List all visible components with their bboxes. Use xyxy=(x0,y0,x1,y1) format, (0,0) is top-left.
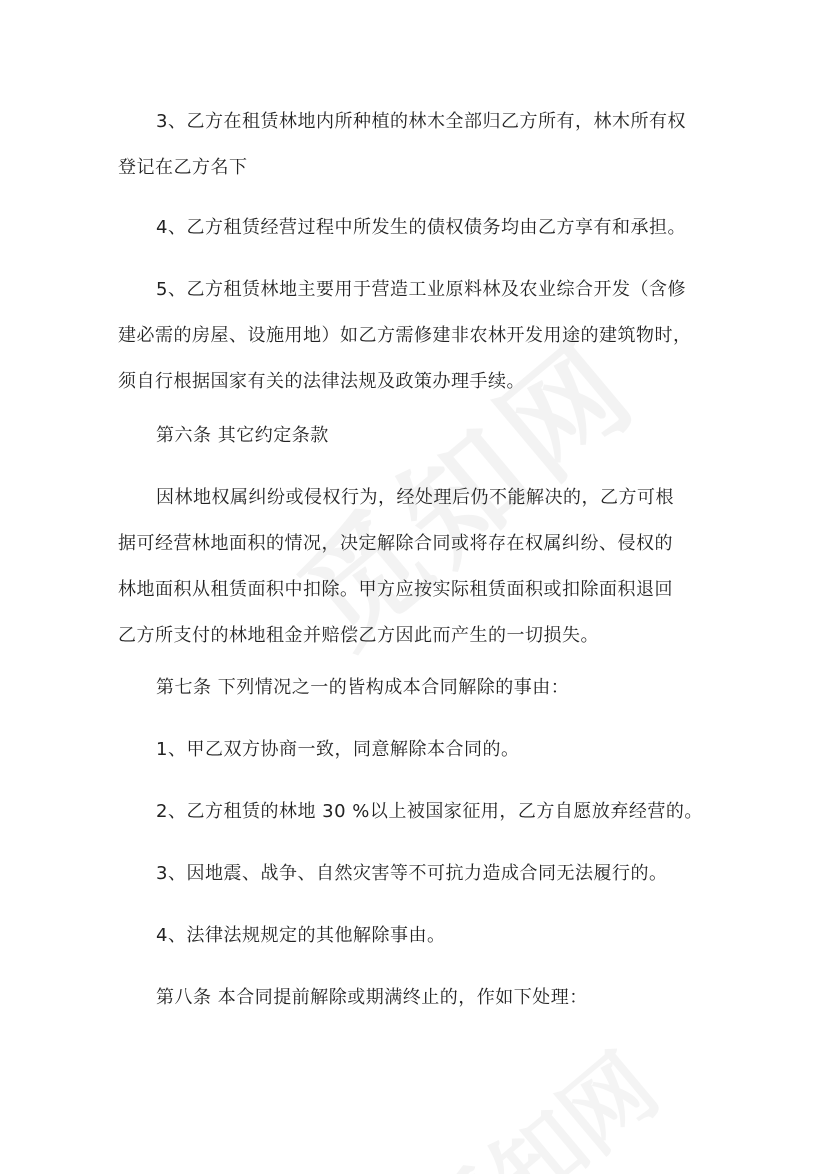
article-heading xyxy=(118,665,718,711)
clause-paragraph xyxy=(118,267,718,405)
text-line: 5、乙方租赁林地主要用于营造工业原料林及农业综合开发（含修 xyxy=(156,279,686,300)
watermark-lower xyxy=(390,1018,680,1174)
text-line: 第六条 其它约定条款 xyxy=(156,425,329,446)
text-line: 4、法律法规规定的其他解除事由。 xyxy=(156,925,446,946)
text-line: 2、乙方租赁的林地 30 %以上被国家征用，乙方自愿放弃经营的。 xyxy=(156,801,703,822)
text-line: 第七条 下列情况之一的皆构成本合同解除的事由： xyxy=(156,677,570,698)
clause-paragraph xyxy=(118,851,718,897)
clause-paragraph xyxy=(118,789,718,835)
text-line: 因林地权属纠纷或侵权行为，经处理后仍不能解决的，乙方可根 xyxy=(156,487,674,508)
text-line: 4、乙方租赁经营过程中所发生的债权债务均由乙方享有和承担。 xyxy=(156,217,686,238)
clause-paragraph xyxy=(118,99,718,191)
article-heading xyxy=(118,975,718,1021)
text-line: 据可经营林地面积的情况，决定解除合同或将存在权属纠纷、侵权的 xyxy=(118,533,673,554)
text-line: 林地面积从租赁面积中扣除。甲方应按实际租赁面积或扣除面积退回 xyxy=(118,579,673,600)
text-line: 3、因地震、战争、自然灾害等不可抗力造成合同无法履行的。 xyxy=(156,863,668,884)
text-line: 1、甲乙双方协商一致，同意解除本合同的。 xyxy=(156,739,520,760)
article-heading xyxy=(118,413,718,459)
clause-paragraph xyxy=(118,913,718,959)
clause-paragraph xyxy=(118,205,718,251)
text-line: 第八条 本合同提前解除或期满终止的，作如下处理： xyxy=(156,987,588,1008)
clause-paragraph xyxy=(118,475,718,659)
text-line: 登记在乙方名下 xyxy=(118,157,248,178)
text-line: 建必需的房屋、设施用地）如乙方需修建非农林开发用途的建筑物时， xyxy=(118,325,692,346)
clause-paragraph xyxy=(118,727,718,773)
text-line: 须自行根据国家有关的法律法规及政策办理手续。 xyxy=(118,371,525,392)
text-line: 3、乙方在租赁林地内所种植的林木全部归乙方所有，林木所有权 xyxy=(156,111,686,132)
text-line: 乙方所支付的林地租金并赔偿乙方因此而产生的一切损失。 xyxy=(118,625,599,646)
